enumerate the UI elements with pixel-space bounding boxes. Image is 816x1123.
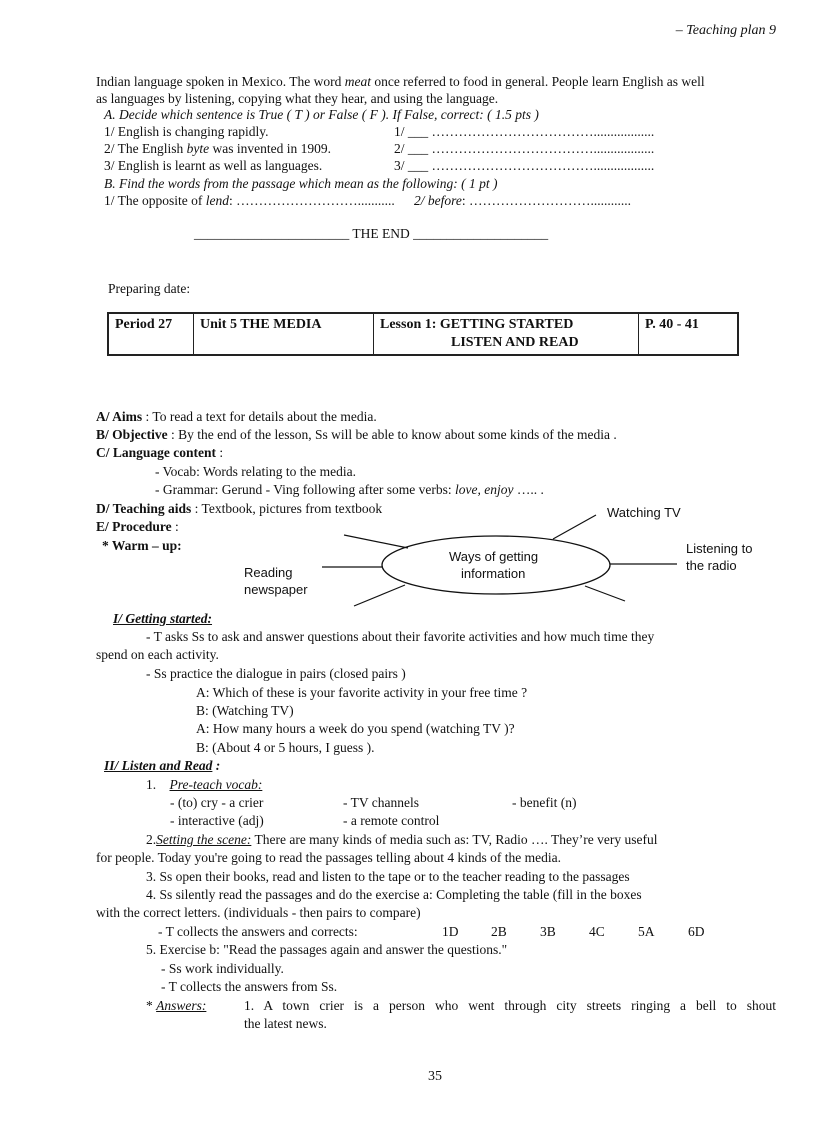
step-4-line-1: 4. Ss silently read the passages and do the exercise a: Completing the table (fill in the boxes bbox=[146, 887, 642, 902]
passage-text: Indian language spoken in Mexico. The word bbox=[96, 74, 345, 89]
mind-map-center-line-1: Ways of getting bbox=[449, 549, 539, 564]
vocab-row-2-item-1: - interactive (adj) bbox=[170, 813, 264, 828]
answers-label: Answers: bbox=[156, 998, 207, 1013]
warm-up-label: * Warm – up: bbox=[102, 538, 182, 553]
exercise-b-instruction: B. Find the words from the passage which mean as the following: ( 1 pt ) bbox=[104, 176, 498, 191]
exercise-a-answer-1: 1/ ___ ……………………………….................. bbox=[394, 124, 655, 139]
dialogue-line-4: B: (About 4 or 5 hours, I guess ). bbox=[196, 740, 375, 755]
answer-1-line-1: 1. A town crier is a person who went through city streets ringing a bell to shout bbox=[244, 998, 776, 1013]
procedure-label: E/ Procedure bbox=[96, 519, 172, 534]
grammar-suffix: ….. . bbox=[513, 482, 544, 497]
page-number: 35 bbox=[428, 1069, 442, 1084]
exercise-a-item-3: 3/ English is learnt as well as languages. bbox=[104, 158, 323, 173]
answers-label-line bbox=[146, 997, 206, 1015]
step-5: 5. Exercise b: "Read the passages again and answer the questions." bbox=[146, 942, 508, 957]
dialogue-line-2: B: (Watching TV) bbox=[196, 703, 294, 718]
exercise-a-answer-2: 2/ ___ ……………………………….................. bbox=[394, 141, 655, 156]
step-4-line-2: with the correct letters. (individuals - then pairs to compare) bbox=[96, 905, 421, 920]
setting-the-scene-line-2: for people. Today you're going to read the passages telling about 4 kinds of the media. bbox=[96, 850, 561, 865]
passage-text-cont: once referred to food in general. People learn English as well bbox=[370, 74, 705, 89]
exercise-a-item-2-pre: 2/ The English bbox=[104, 141, 187, 156]
step-4 bbox=[96, 886, 776, 922]
listen-read-heading-text: II/ Listen and Read bbox=[104, 758, 213, 773]
vocab-row-1-item-2: - TV channels bbox=[343, 795, 419, 810]
period-cell: Period 27 bbox=[108, 313, 194, 355]
step-3: 3. Ss open their books, read and listen to the tape or to the teacher reading to the passages bbox=[146, 869, 630, 884]
passage-word-meat: meat bbox=[344, 74, 371, 89]
mind-map-line-top-right bbox=[553, 515, 596, 539]
procedure-text: : bbox=[171, 519, 179, 534]
getting-started-step-1-line-1: - T asks Ss to ask and answer questions about their favorite activities and how much time they bbox=[146, 629, 655, 644]
exercise-a-item-2-word: byte bbox=[186, 141, 210, 156]
objective-label: B/ Objective bbox=[96, 427, 168, 442]
exercise-b-item-1-word: lend bbox=[205, 193, 229, 208]
answer-key-6: 6D bbox=[688, 924, 705, 939]
exercise-a-item-2-post: was invented in 1909. bbox=[209, 141, 331, 156]
getting-started-heading: I/ Getting started: bbox=[113, 611, 213, 626]
vocab-line: - Vocab: Words relating to the media. bbox=[155, 464, 356, 479]
pre-teach-line bbox=[146, 776, 262, 794]
exercise-b-item-2-word: 2/ before bbox=[414, 193, 462, 208]
listen-read-heading-suffix: : bbox=[212, 758, 221, 773]
unit-cell: Unit 5 THE MEDIA bbox=[194, 313, 374, 355]
vocab-row-2-item-2: - a remote control bbox=[343, 813, 440, 828]
exercise-b-item-1-pre: 1/ The opposite of bbox=[104, 193, 206, 208]
answers-star: * bbox=[146, 998, 157, 1013]
getting-started-step-2: - Ss practice the dialogue in pairs (closed pairs ) bbox=[146, 666, 406, 681]
mind-map-watching-tv: Watching TV bbox=[607, 505, 681, 520]
teaching-aids-label: D/ Teaching aids bbox=[96, 501, 192, 516]
mind-map-center-line-2: information bbox=[461, 566, 526, 581]
answer-key-1: 1D bbox=[442, 924, 459, 939]
teaching-aids-text: : Textbook, pictures from textbook bbox=[191, 501, 383, 516]
language-content-label: C/ Language content bbox=[96, 445, 217, 460]
pages-cell: P. 40 - 41 bbox=[639, 313, 739, 355]
page-header-title: – Teaching plan 9 bbox=[675, 23, 776, 38]
exercise-a-answer-3: 3/ ___ ……………………………….................. bbox=[394, 158, 655, 173]
setting-the-scene-line-1 bbox=[96, 831, 776, 849]
collect-answers-label: - T collects the answers and corrects: bbox=[158, 924, 358, 939]
answer-key-2: 2B bbox=[491, 924, 507, 939]
mind-map-reading-1: Reading bbox=[244, 565, 293, 580]
aims-label: A/ Aims bbox=[96, 409, 143, 424]
listen-read-heading bbox=[104, 757, 220, 775]
step-5-b: - T collects the answers from Ss. bbox=[161, 979, 338, 994]
mind-map-line-bottom-left bbox=[354, 585, 405, 606]
grammar-words: love, enjoy bbox=[455, 482, 514, 497]
vocab-row-1-item-1: - (to) cry - a crier bbox=[170, 795, 264, 810]
preparing-date: Preparing date: bbox=[108, 281, 191, 296]
objective-text: : By the end of the lesson, Ss will be able to know about some kinds of the media . bbox=[167, 427, 617, 442]
mind-map-listening-1: Listening to bbox=[686, 541, 753, 556]
scene-text: There are many kinds of media such as: TV, Radio …. They’re very useful bbox=[251, 832, 658, 847]
passage-line-2: as languages by listening, copying what they hear, and using the language. bbox=[96, 91, 499, 106]
answer-key-3: 3B bbox=[540, 924, 556, 939]
pre-teach-number: 1. bbox=[146, 777, 157, 792]
mind-map-line-top-left bbox=[344, 535, 408, 548]
step-5-a: - Ss work individually. bbox=[161, 961, 284, 976]
exercise-b-item-2-post: : ………………………............ bbox=[461, 193, 632, 208]
setting-the-scene bbox=[96, 831, 776, 867]
answer-key-5: 5A bbox=[638, 924, 655, 939]
exercise-b-item-1-post: : ………………………........... bbox=[229, 193, 395, 208]
lesson-title-2: LISTEN AND READ bbox=[451, 335, 579, 350]
pre-teach-label: Pre-teach vocab: bbox=[169, 777, 263, 792]
mind-map-reading-2: newspaper bbox=[244, 582, 308, 597]
dialogue-line-1: A: Which of these is your favorite activity in your free time ? bbox=[196, 685, 528, 700]
vocab-row-1-item-3: - benefit (n) bbox=[512, 795, 577, 810]
mind-map-listening-2: the radio bbox=[686, 558, 737, 573]
dialogue-line-3: A: How many hours a week do you spend (watching TV )? bbox=[196, 721, 515, 736]
getting-started-step-1 bbox=[96, 628, 776, 664]
answer-1-line-2: the latest news. bbox=[244, 1016, 327, 1031]
exercise-a-instruction: A. Decide which sentence is True ( T ) or False ( F ). If False, correct: ( 1.5 pts ) bbox=[104, 107, 539, 122]
scene-label: Setting the scene: bbox=[156, 832, 252, 847]
the-end-line: _______________________ THE END ____________________ bbox=[194, 226, 549, 241]
scene-number: 2. bbox=[146, 832, 157, 847]
lesson-title-1: Lesson 1: GETTING STARTED bbox=[380, 317, 574, 332]
exercise-a-item-1: 1/ English is changing rapidly. bbox=[104, 124, 269, 139]
getting-started-step-1-line-2: spend on each activity. bbox=[96, 647, 219, 662]
aims-text: : To read a text for details about the media. bbox=[142, 409, 377, 424]
language-content-text: : bbox=[216, 445, 224, 460]
answer-key-4: 4C bbox=[589, 924, 605, 939]
grammar-text: - Grammar: Gerund - Ving following after some verbs: bbox=[155, 482, 455, 497]
mind-map-line-bottom-right bbox=[585, 586, 625, 601]
